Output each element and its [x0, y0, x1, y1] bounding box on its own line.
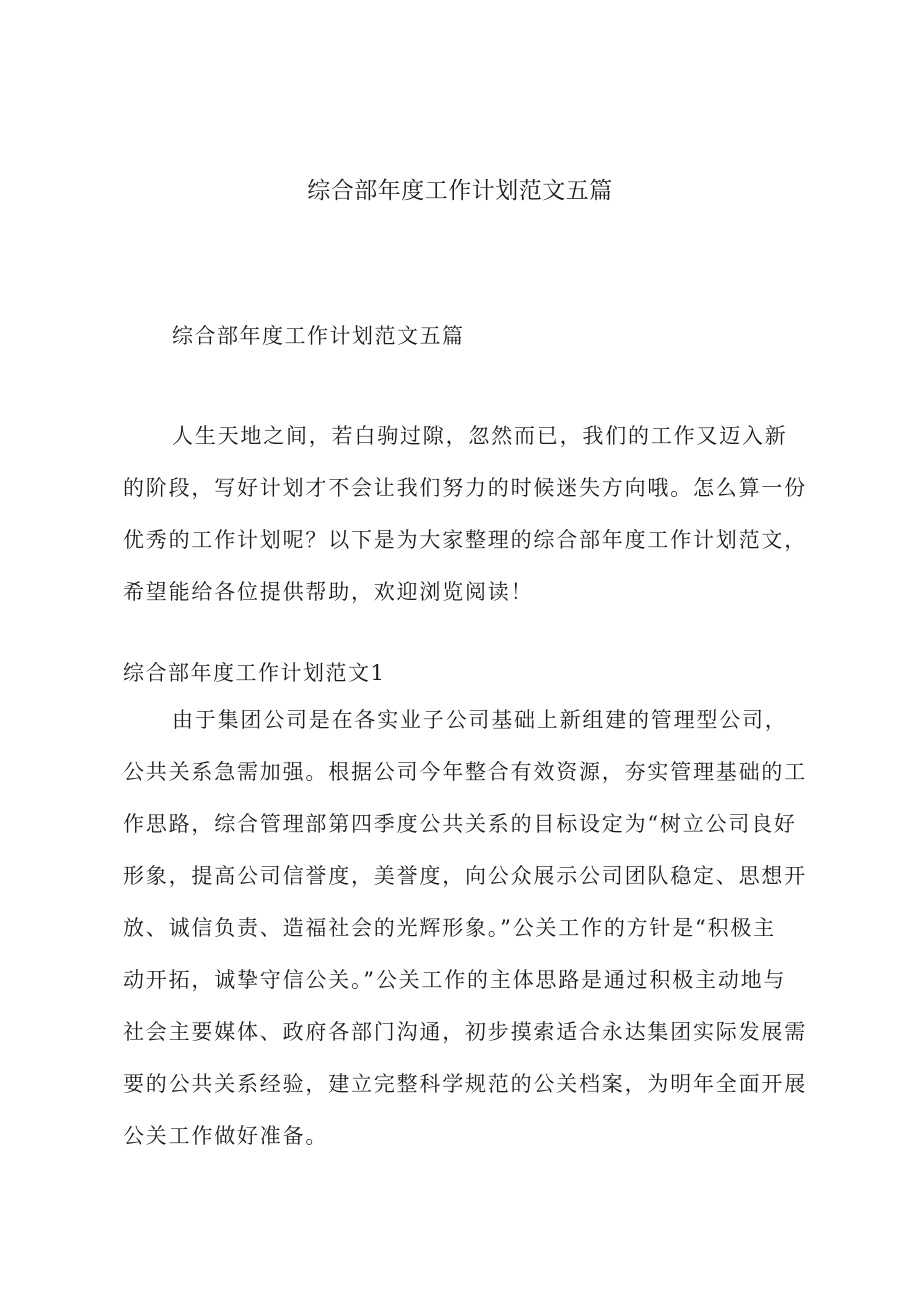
section-line: 动开拓，诚挚守信公关。”公关工作的主体思路是通过积极主动地与: [123, 968, 787, 992]
document-subtitle: 综合部年度工作计划范文五篇: [172, 324, 465, 348]
section-line: 由于集团公司是在各实业子公司基础上新组建的管理型公司，: [172, 708, 788, 732]
intro-line: 人生天地之间，若白驹过隙，忽然而已，我们的工作又迈入新: [172, 424, 788, 448]
section-line: 社会主要媒体、政府各部门沟通，初步摸索适合永达集团实际发展需: [123, 1020, 807, 1044]
intro-line: 希望能给各位提供帮助，欢迎浏览阅读！: [123, 580, 534, 604]
document-title: 综合部年度工作计划范文五篇: [307, 178, 613, 204]
section-line: 作思路，综合管理部第四季度公共关系的目标设定为“树立公司良好: [123, 812, 797, 836]
intro-line: 优秀的工作计划呢？以下是为大家整理的综合部年度工作计划范文，: [123, 528, 807, 552]
section-line: 公关工作做好准备。: [123, 1124, 329, 1148]
intro-line: 的阶段，写好计划才不会让我们努力的时候迷失方向哦。怎么算一份: [123, 476, 807, 500]
section-line: 公共关系急需加强。根据公司今年整合有效资源，夯实管理基础的工: [123, 760, 807, 784]
section-heading: 综合部年度工作计划范文1: [123, 661, 386, 685]
section-paragraph: [123, 694, 823, 1162]
section-line: 要的公共关系经验，建立完整科学规范的公关档案，为明年全面开展: [123, 1072, 807, 1096]
intro-paragraph: [123, 410, 823, 618]
section-line: 放、诚信负责、造福社会的光辉形象。”公关工作的方针是“积极主: [123, 916, 776, 940]
section-line: 形象，提高公司信誉度，美誉度，向公众展示公司团队稳定、思想开: [123, 864, 807, 888]
